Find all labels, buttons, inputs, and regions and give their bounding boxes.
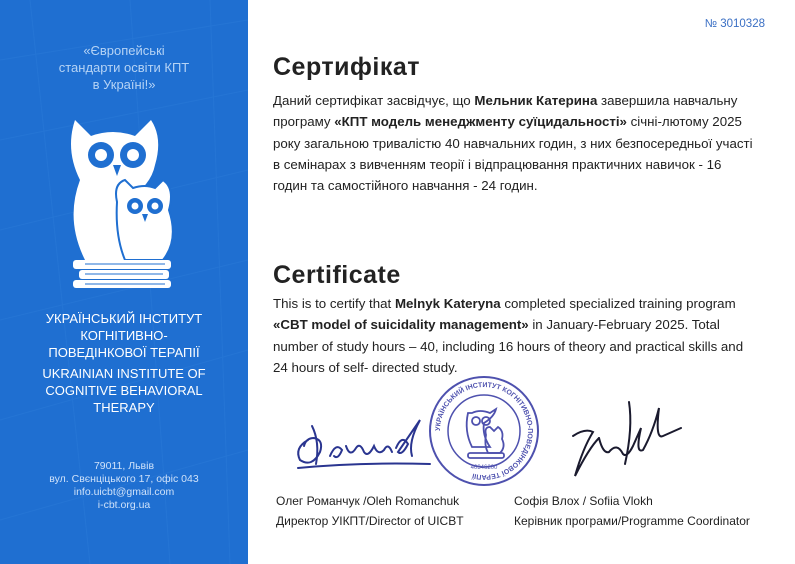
institute-line: КОГНІТИВНО- <box>80 328 168 343</box>
recipient-name-en: Melnyk Kateryna <box>394 296 501 311</box>
director-name: Олег Романчук /Oleh Romanchuk <box>276 494 460 508</box>
coordinator-signer <box>514 491 750 531</box>
body-text: This is to certify that <box>273 296 395 311</box>
sidebar-motto <box>40 42 208 93</box>
coordinator-signature <box>563 388 683 484</box>
body-text: завершила навчальну програму <box>273 93 738 130</box>
institute-line: УКРАЇНСЬКИЙ ІНСТИТУТ <box>45 311 203 326</box>
institute-line: THERAPY <box>93 400 155 415</box>
stamp-text: УКРАЇНСЬКИЙ ІНСТИТУТ КОГНІТИВНО-ПОВЕДІНКОВОЇ ТЕРАПІЇ <box>434 381 534 481</box>
motto-line: в Україні!» <box>92 77 156 92</box>
body-text: in January-February 2025. Total number of study hours – 40, including 16 hours of theory and practical skills and 24 hours of self- directed study. <box>273 317 744 375</box>
owl-logo-icon <box>55 110 195 290</box>
body-text: січні-лютому 2025 року загальною тривалістю 40 навчальних годин, з них безпосередньої участі в семінарах з вивченням теорії і відпрацювання практичних навичок - 16 годин та самостійного навчання - 24 годин. <box>273 114 753 194</box>
institute-name-en <box>20 365 228 416</box>
contact-address-street: вул. Свєнціцького 17, офіс 043 <box>49 473 199 485</box>
institute-line: COGNITIVE BEHAVIORAL <box>45 383 203 398</box>
program-name-en: «CBT model of suicidality management» <box>273 317 529 333</box>
institute-line: ПОВЕДІНКОВОЇ ТЕРАПІЇ <box>48 345 200 360</box>
institute-line: UKRAINIAN INSTITUTE OF <box>42 366 206 381</box>
certificate-body-ua <box>273 90 753 196</box>
contact-info <box>20 460 228 512</box>
director-signature <box>290 412 440 472</box>
coordinator-name: Софія Влох / Sofiia Vlokh <box>514 494 653 508</box>
certificate-title-en: Certificate <box>273 261 401 289</box>
body-text: Даний сертифікат засвідчує, що <box>273 93 475 108</box>
institute-stamp-icon <box>428 375 540 487</box>
body-text: completed specialized training program <box>500 296 736 311</box>
motto-line: «Європейські <box>83 43 165 58</box>
recipient-name-ua: Мельник Катерина <box>474 93 598 108</box>
contact-email[interactable]: info.uicbt@gmail.com <box>73 486 175 498</box>
stamp-code: 40346200 <box>470 465 498 471</box>
certificate-title-ua: Сертифікат <box>273 53 420 81</box>
institute-name-ua <box>20 310 228 361</box>
sidebar-panel <box>0 0 248 564</box>
certificate-number: № 3010328 <box>704 18 765 30</box>
director-role: Директор УІКПТ/Director of UICBT <box>276 514 464 528</box>
program-name-ua: «КПТ модель менеджменту суїцидальності» <box>334 114 627 130</box>
contact-address-city: 79011, Львів <box>93 460 155 472</box>
coordinator-role: Керівник програми/Programme Coordinator <box>514 514 750 528</box>
certificate-body-en <box>273 293 753 378</box>
contact-website[interactable]: i-cbt.org.ua <box>97 499 151 511</box>
motto-line: стандарти освіти КПТ <box>58 60 190 75</box>
director-signer <box>276 491 464 531</box>
